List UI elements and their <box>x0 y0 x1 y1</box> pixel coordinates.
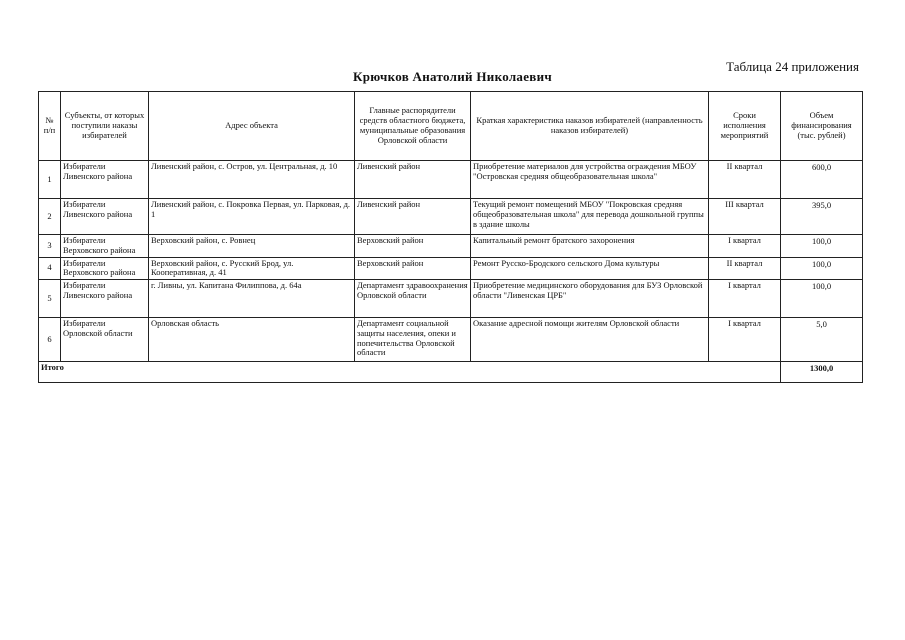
row-term: III квартал <box>709 199 781 235</box>
row-term: I квартал <box>709 235 781 258</box>
row-amount: 5,0 <box>781 318 863 362</box>
row-num: 3 <box>39 235 61 258</box>
total-label: Итого <box>39 362 781 383</box>
row-term: I квартал <box>709 280 781 318</box>
row-manager: Ливенский район <box>355 161 471 199</box>
table-row <box>39 235 863 258</box>
header-num: № п/п <box>39 92 61 161</box>
row-manager: Департамент социальной защиты населения, опеки и попечительства Орловской области <box>355 318 471 362</box>
row-num: 5 <box>39 280 61 318</box>
row-manager: Верховский район <box>355 257 471 280</box>
row-num: 4 <box>39 257 61 280</box>
row-amount: 100,0 <box>781 257 863 280</box>
row-subject: Избиратели Орловской области <box>61 318 149 362</box>
row-subject: Избиратели Ливенского района <box>61 161 149 199</box>
row-description: Капитальный ремонт братского захоронения <box>471 235 709 258</box>
row-subject: Избиратели Верховского района <box>61 235 149 258</box>
row-manager: Департамент здравоохранения Орловской области <box>355 280 471 318</box>
row-subject: Избиратели Ливенского района <box>61 280 149 318</box>
row-num: 1 <box>39 161 61 199</box>
row-amount: 100,0 <box>781 235 863 258</box>
row-address: Ливенский район, с. Остров, ул. Центральная, д. 10 <box>149 161 355 199</box>
row-address: Орловская область <box>149 318 355 362</box>
table-caption: Таблица 24 приложения <box>726 59 859 74</box>
row-num: 2 <box>39 199 61 235</box>
header-amount: Объем финансирования (тыс. рублей) <box>781 92 863 161</box>
row-description: Ремонт Русско-Бродского сельского Дома культуры <box>471 257 709 280</box>
table-header-row <box>39 92 863 161</box>
header-subjects: Субъекты, от которых поступили наказы избирателей <box>61 92 149 161</box>
header-terms: Сроки исполнения мероприятий <box>709 92 781 161</box>
table-row <box>39 280 863 318</box>
table-row <box>39 257 863 280</box>
row-address: Верховский район, с. Русский Брод, ул. Кооперативная, д. 41 <box>149 257 355 280</box>
row-term: I квартал <box>709 318 781 362</box>
header-managers: Главные распорядители средств областного бюджета, муниципальные образования Орловской области <box>355 92 471 161</box>
row-num: 6 <box>39 318 61 362</box>
table-row <box>39 318 863 362</box>
row-address: Ливенский район, с. Покровка Первая, ул. Парковая, д. 1 <box>149 199 355 235</box>
row-amount: 395,0 <box>781 199 863 235</box>
row-description: Оказание адресной помощи жителям Орловской области <box>471 318 709 362</box>
row-address: г. Ливны, ул. Капитана Филиппова, д. 64а <box>149 280 355 318</box>
header-address: Адрес объекта <box>149 92 355 161</box>
row-description: Приобретение медицинского оборудования для БУЗ Орловской области "Ливенская ЦРБ" <box>471 280 709 318</box>
total-row <box>39 362 863 383</box>
row-subject: Избиратели Ливенского района <box>61 199 149 235</box>
table-row <box>39 161 863 199</box>
total-amount: 1300,0 <box>781 362 863 383</box>
header-description: Краткая характеристика наказов избирателей (направленность наказов избирателей) <box>471 92 709 161</box>
row-amount: 600,0 <box>781 161 863 199</box>
voter-mandates-table <box>38 91 863 383</box>
row-amount: 100,0 <box>781 280 863 318</box>
row-subject: Избиратели Верховского района <box>61 257 149 280</box>
row-address: Верховский район, с. Ровнец <box>149 235 355 258</box>
row-description: Приобретение материалов для устройства ограждения МБОУ "Островская средняя общеобразовательная школа" <box>471 161 709 199</box>
deputy-name-heading: Крючков Анатолий Николаевич <box>352 69 553 84</box>
row-term: II квартал <box>709 257 781 280</box>
table-row <box>39 199 863 235</box>
row-manager: Ливенский район <box>355 199 471 235</box>
row-manager: Верховский район <box>355 235 471 258</box>
row-description: Текущий ремонт помещений МБОУ "Покровская средняя общеобразовательная школа" для перевода дошкольной группы в здание школы <box>471 199 709 235</box>
row-term: II квартал <box>709 161 781 199</box>
